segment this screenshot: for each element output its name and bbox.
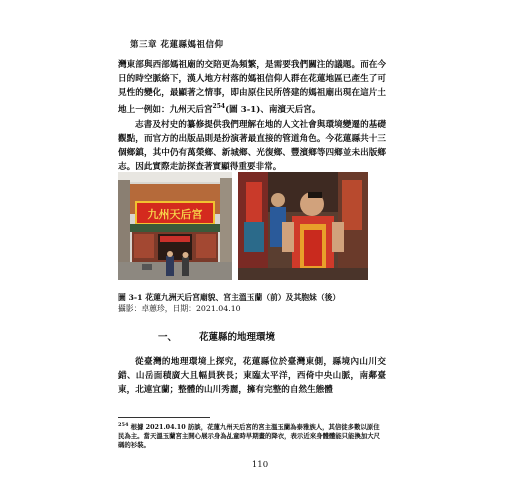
paragraph-1-text-a: 灣東部與西部媽祖廟的交陪更為頻繁，是需要我們關注的議題。而在今日的時空脈絡下，漢人地方村落的媽祖信仰人群在花蓮地區已產生了可見性的變化，最顯著之情事，即由原住民所啓建的媽祖廟出現在這片土地上一例如：九州天后宮: [118, 60, 386, 115]
paragraph-1: [118, 58, 386, 117]
caption-title: 圖 3-1 花蓮九洲天后宮廟貌、宮主溫玉蘭（前）及其胞妹（後）: [118, 293, 341, 302]
section-number: 一、: [158, 332, 178, 343]
page-number: 110: [251, 460, 269, 470]
section-title-text: 花蓮縣的地理環境: [199, 332, 276, 343]
footnote-text: 根據 2021.04.10 訪談，花蓮九州天后宮的宮主溫玉蘭為泰雅族人，其信徒多數以原住民為主。當天溫玉蘭宮主開心展示身為乩童時早期畫的降衣，表示近來身體體能只能換加大尺碼的衫裝。: [118, 423, 381, 450]
caption-credit: 攝影：卓蕙珍，日期：2021.04.10: [118, 304, 241, 313]
temple-facade-photo: [118, 172, 232, 280]
footnote-marker: 254: [118, 422, 129, 428]
section-heading: [158, 329, 275, 343]
temple-master-photo: [238, 172, 368, 280]
temple-sign-text: 九州天后宮: [147, 208, 203, 221]
footnote-divider: [118, 417, 210, 418]
paragraph-2: 志書及村史的纂修提供我們理解在地的人文社會與環境變遷的基礎觀點，而官方的出版品則是扮演著最直接的管道角色。今花蓮縣共十三個鄉鎮，其中仍有萬榮鄉、新城鄉、光復鄉、豐濱鄉等四鄉並未出版鄉志。因此實際走訪探查著實顯得重要非常。: [118, 120, 386, 172]
footnote: [118, 421, 386, 450]
footnote-reference: 254: [212, 103, 226, 110]
chapter-header: 第三章 花蓮縣媽祖信仰: [130, 40, 224, 50]
paragraph-1-text-b: (圖 3-1)、南濱天后宮。: [225, 104, 321, 115]
figure-caption: [118, 292, 388, 314]
paragraph-3: 從臺灣的地理環境上探究，花蓮縣位於臺灣東側，縣境內山川交錯、山岳面積廣大且幅員狹長；東臨太平洋，西倚中央山脈，南鄰臺東，北連宜蘭；整體的山川秀麗，擁有完整的自然生態體: [118, 357, 386, 395]
